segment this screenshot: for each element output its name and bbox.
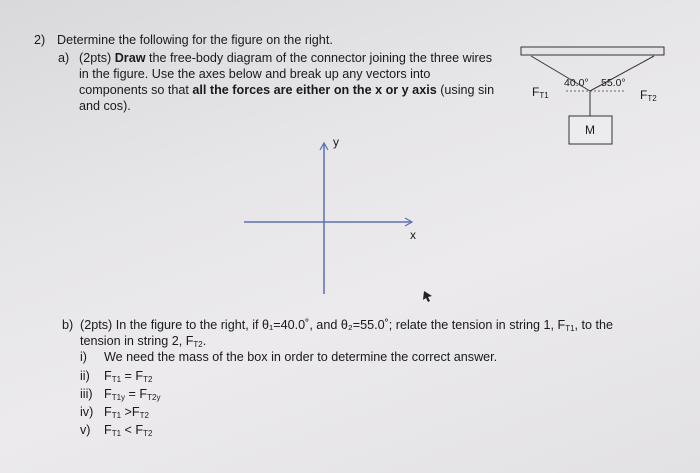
angle-1-label: 40.0° xyxy=(564,77,589,89)
part-a-line-3: components so that all the forces are either on the x or y axis (using sin xyxy=(79,83,495,97)
option-ii-text: $F_{T1} = F_{T2}$ xyxy=(104,369,153,384)
y-axis-label: y xyxy=(333,135,339,149)
part-a-line-1: (2pts) Draw the free-body diagram of the connector joining the three wires xyxy=(79,51,493,65)
x-axis-label: x xyxy=(410,228,416,242)
question-number: 2) xyxy=(34,33,46,47)
option-iii-text: $F_{T1y} = F_{T2y}$ xyxy=(104,387,161,402)
option-i-text: We need the mass of the box in order to determine the correct answer. xyxy=(104,350,498,364)
option-ii-number: ii) xyxy=(80,369,90,383)
option-v-text: $F_{T1} < F_{T2}$ xyxy=(104,423,153,438)
angle-2-label: 55.0° xyxy=(601,77,626,89)
part-a-line-4: and cos). xyxy=(79,99,131,113)
ceiling-bar xyxy=(521,47,664,55)
part-a-line-2: in the figure. Use the axes below and break up any vectors into xyxy=(79,67,431,81)
option-iii-number: iii) xyxy=(80,387,93,401)
cursor-icon xyxy=(423,291,432,302)
part-a-label: a) xyxy=(58,51,70,65)
option-i-number: i) xyxy=(80,350,87,364)
part-b-line-1: (2pts) In the figure to the right, if θ₁=40.0˚, and θ₂=55.0˚; relate the tension in string 1, $F_{T1}$, to the xyxy=(80,318,614,333)
part-b-label: b) xyxy=(62,318,74,332)
ft2-label: $F_{T2}$ xyxy=(640,88,657,103)
ft1-label: $F_{T1}$ xyxy=(532,85,549,100)
question-prompt: Determine the following for the figure on the right. xyxy=(57,33,333,47)
option-iv-text: $F_{T1} >F_{T2}$ xyxy=(104,405,149,420)
mass-label: M xyxy=(585,123,595,137)
part-b-line-2: tension in string 2, $F_{T2}$. xyxy=(80,334,207,349)
option-iv-number: iv) xyxy=(80,405,94,419)
option-v-number: v) xyxy=(80,423,91,437)
